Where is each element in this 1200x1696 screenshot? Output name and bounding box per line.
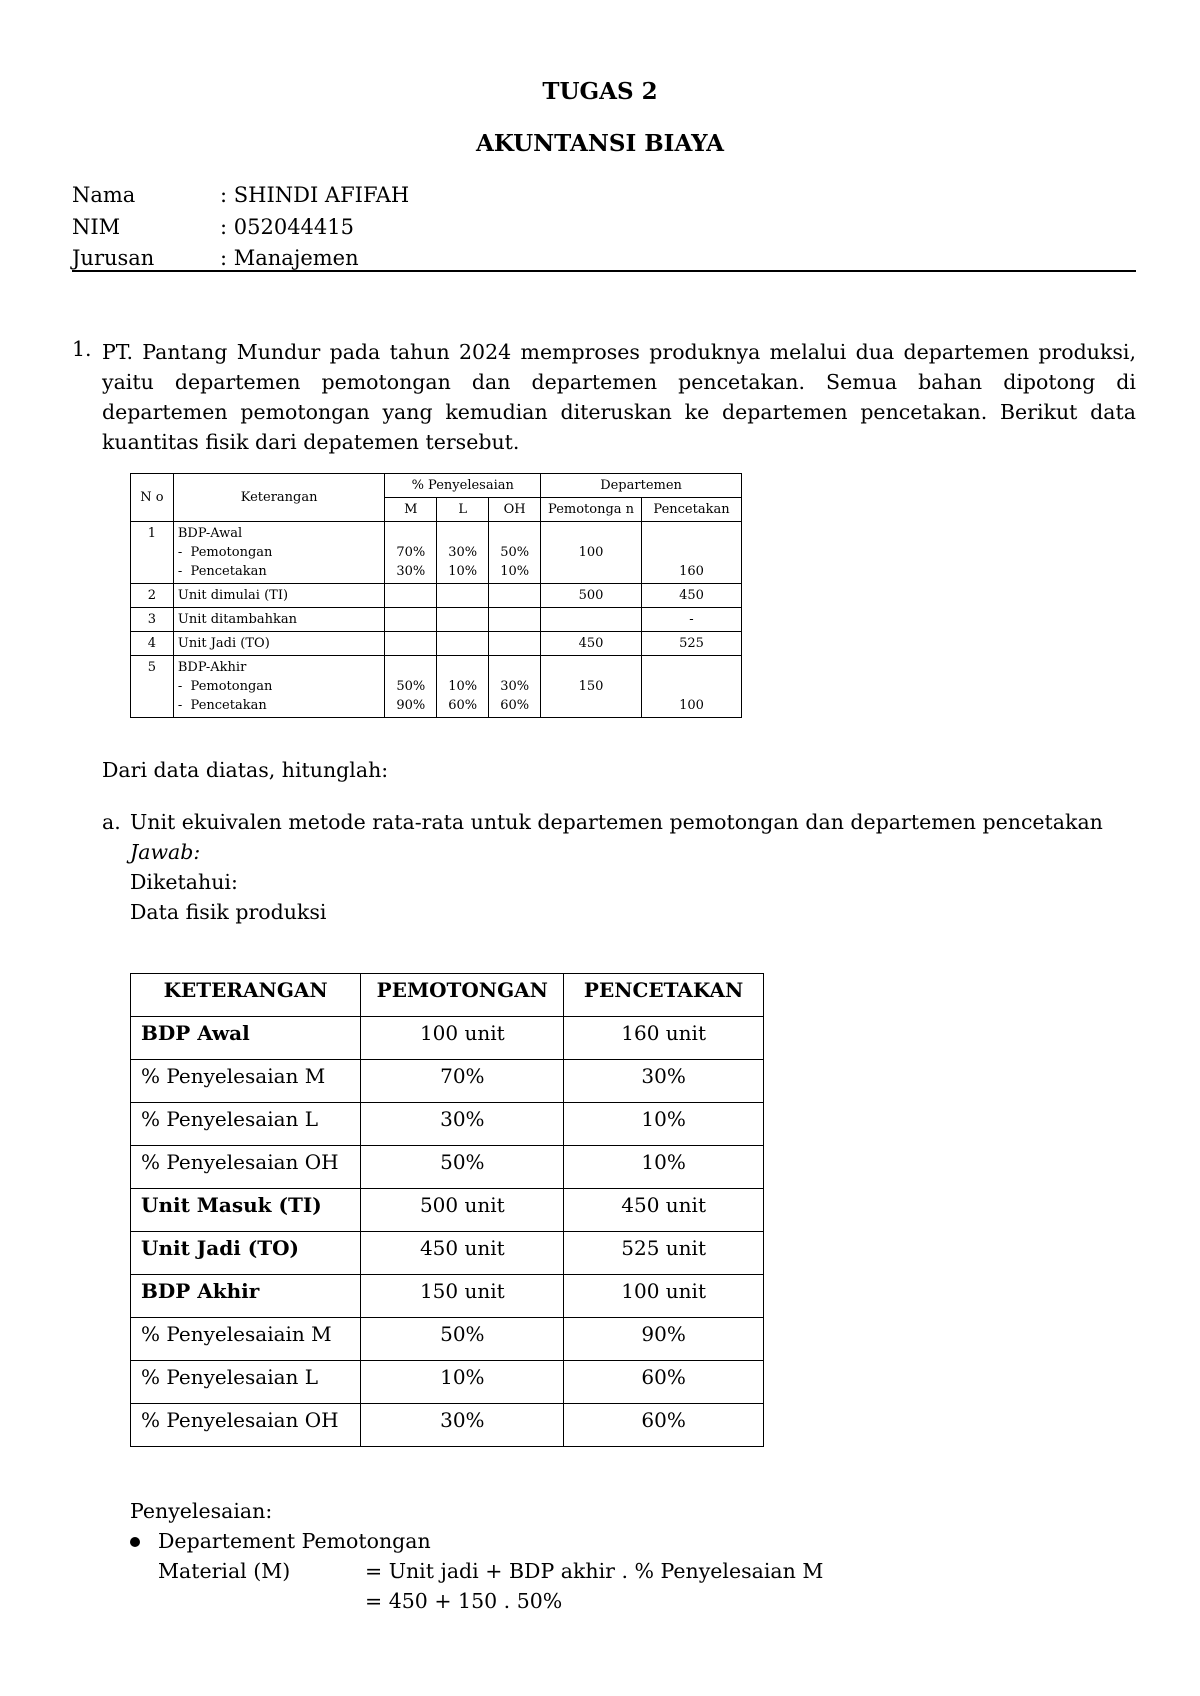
header-pencetakan: Pencetakan xyxy=(642,498,742,522)
row-pemotongan: 30% xyxy=(361,1103,564,1146)
sub-question-label: a. xyxy=(102,810,121,834)
cell-l xyxy=(437,608,489,632)
row-pemotongan: 70% xyxy=(361,1060,564,1103)
jurusan-value: : Manajemen xyxy=(220,246,359,270)
table-row xyxy=(131,1189,764,1232)
cell-l xyxy=(437,656,489,718)
cell-no: 4 xyxy=(131,632,174,656)
row-label: Unit Masuk (TI) xyxy=(131,1189,361,1232)
cell-no: 5 xyxy=(131,656,174,718)
cell-pencetakan: 450 xyxy=(642,584,742,608)
header-departemen: Departemen xyxy=(541,474,742,498)
cell-keterangan: Unit ditambahkan xyxy=(173,608,384,632)
cell-keterangan: Unit dimulai (TI) xyxy=(173,584,384,608)
header-penyelesaian: % Penyelesaian xyxy=(385,474,541,498)
row-pemotongan: 50% xyxy=(361,1146,564,1189)
row-label: % Penyelesaian L xyxy=(131,1103,361,1146)
cell-no: 2 xyxy=(131,584,174,608)
header-keterangan: KETERANGAN xyxy=(131,974,361,1017)
dept-heading: Departement Pemotongan xyxy=(158,1529,431,1553)
row-pencetakan: 60% xyxy=(564,1361,764,1404)
header-divider xyxy=(72,270,1136,272)
cell-m xyxy=(385,608,437,632)
cell-pencetakan: 100 xyxy=(642,656,742,718)
cell-pemotongan xyxy=(541,656,642,718)
jawab-label: Jawab: xyxy=(130,840,201,864)
cell-pemotongan: 500 xyxy=(541,584,642,608)
cell-line: 150 xyxy=(578,679,604,694)
info-nim xyxy=(72,215,354,239)
physical-quantity-table xyxy=(130,473,742,718)
table-row xyxy=(131,1146,764,1189)
table-row xyxy=(131,1318,764,1361)
row-label: % Penyelesaian M xyxy=(131,1060,361,1103)
info-jurusan xyxy=(72,246,359,270)
cell-m xyxy=(385,522,437,584)
table-row xyxy=(131,1232,764,1275)
cell-line: - Pemotongan xyxy=(177,545,273,560)
diketahui-label: Diketahui: xyxy=(130,870,238,894)
cell-line: 90% xyxy=(396,698,426,713)
cell-line: 10% xyxy=(500,564,530,579)
cell-l xyxy=(437,584,489,608)
cell-pencetakan: 160 xyxy=(642,522,742,584)
cell-no: 3 xyxy=(131,608,174,632)
cell-oh xyxy=(489,656,541,718)
sub-question-text: Unit ekuivalen metode rata-rata untuk departemen pemotongan dan departemen pencetakan xyxy=(130,810,1103,834)
header-l: L xyxy=(437,498,489,522)
cell-no: 1 xyxy=(131,522,174,584)
header-keterangan: Keterangan xyxy=(173,474,384,522)
cell-keterangan xyxy=(173,656,384,718)
row-label: % Penyelesaian OH xyxy=(131,1146,361,1189)
cell-line: 60% xyxy=(500,698,530,713)
cell-l xyxy=(437,632,489,656)
cell-oh xyxy=(489,608,541,632)
cell-line: 30% xyxy=(448,545,478,560)
cell-line: 10% xyxy=(448,564,478,579)
cell-oh xyxy=(489,522,541,584)
cell-pemotongan xyxy=(541,522,642,584)
doc-title: TUGAS 2 xyxy=(542,78,658,105)
cell-pemotongan: 450 xyxy=(541,632,642,656)
cell-oh xyxy=(489,584,541,608)
cell-pencetakan: - xyxy=(642,608,742,632)
doc-subtitle: AKUNTANSI BIAYA xyxy=(476,130,724,157)
cell-pencetakan: 525 xyxy=(642,632,742,656)
cell-line: BDP-Akhir xyxy=(177,660,247,675)
cell-line: 70% xyxy=(396,545,426,560)
table-row xyxy=(131,1275,764,1318)
bullet-icon xyxy=(130,1537,140,1547)
cell-line: 30% xyxy=(396,564,426,579)
table-row xyxy=(131,656,742,718)
formula-line-2: = 450 + 150 . 50% xyxy=(365,1589,563,1613)
question-text: PT. Pantang Mundur pada tahun 2024 memproses produknya melalui dua departemen produksi, yaitu departemen pemotongan dan departemen pencetakan. Semua bahan dipotong di departemen pemotongan yang kemudian diteruskan ke departemen pencetakan. Berikut data kuantitas fisik dari depatemen tersebut. xyxy=(102,340,1136,454)
nama-label: Nama xyxy=(72,183,136,207)
row-label: BDP Akhir xyxy=(131,1275,361,1318)
nim-label: NIM xyxy=(72,215,121,239)
row-pencetakan: 160 unit xyxy=(564,1017,764,1060)
row-pencetakan: 30% xyxy=(564,1060,764,1103)
table-row xyxy=(131,1060,764,1103)
cell-pemotongan xyxy=(541,608,642,632)
row-pemotongan: 450 unit xyxy=(361,1232,564,1275)
row-pemotongan: 50% xyxy=(361,1318,564,1361)
table-row xyxy=(131,522,742,584)
jurusan-label: Jurusan xyxy=(72,246,155,270)
table-row xyxy=(131,584,742,608)
table-row xyxy=(131,1017,764,1060)
table-row xyxy=(131,474,742,498)
row-pencetakan: 10% xyxy=(564,1103,764,1146)
info-nama xyxy=(72,183,409,207)
table-header-row xyxy=(131,974,764,1017)
table-row xyxy=(131,632,742,656)
row-label: % Penyelesaian OH xyxy=(131,1404,361,1447)
question-number: 1. xyxy=(72,337,92,361)
cell-keterangan xyxy=(173,522,384,584)
header-m: M xyxy=(385,498,437,522)
row-label: % Penyelesaiain M xyxy=(131,1318,361,1361)
header-pencetakan: PENCETAKAN xyxy=(564,974,764,1017)
cell-line: 30% xyxy=(500,679,530,694)
cell-m xyxy=(385,632,437,656)
row-pemotongan: 30% xyxy=(361,1404,564,1447)
row-pemotongan: 150 unit xyxy=(361,1275,564,1318)
header-pemotongan: PEMOTONGAN xyxy=(361,974,564,1017)
row-label: % Penyelesaian L xyxy=(131,1361,361,1404)
cell-line: - Pencetakan xyxy=(177,698,267,713)
formula-line-1: = Unit jadi + BDP akhir . % Penyelesaian M xyxy=(365,1559,824,1583)
cell-line: 60% xyxy=(448,698,478,713)
cell-line: 10% xyxy=(448,679,478,694)
row-pencetakan: 60% xyxy=(564,1404,764,1447)
cell-line: 100 xyxy=(578,545,604,560)
header-oh: OH xyxy=(489,498,541,522)
cell-line: - Pencetakan xyxy=(177,564,267,579)
row-label: Unit Jadi (TO) xyxy=(131,1232,361,1275)
cell-oh xyxy=(489,632,541,656)
dari-data-text: Dari data diatas, hitunglah: xyxy=(102,758,389,782)
cell-m xyxy=(385,584,437,608)
nim-value: : 052044415 xyxy=(220,215,354,239)
cell-keterangan: Unit Jadi (TO) xyxy=(173,632,384,656)
production-data-table xyxy=(130,973,764,1447)
table-row xyxy=(131,608,742,632)
header-no: N o xyxy=(131,474,174,522)
cell-line: BDP-Awal xyxy=(177,526,243,541)
row-pemotongan: 100 unit xyxy=(361,1017,564,1060)
row-pencetakan: 10% xyxy=(564,1146,764,1189)
row-pemotongan: 10% xyxy=(361,1361,564,1404)
nama-value: : SHINDI AFIFAH xyxy=(220,183,410,207)
header-pemotongan: Pemotonga n xyxy=(541,498,642,522)
material-label: Material (M) xyxy=(158,1559,291,1583)
row-pencetakan: 100 unit xyxy=(564,1275,764,1318)
table-row xyxy=(131,1103,764,1146)
row-pencetakan: 450 unit xyxy=(564,1189,764,1232)
penyelesaian-label: Penyelesaian: xyxy=(130,1499,273,1523)
row-pencetakan: 90% xyxy=(564,1318,764,1361)
cell-line: - Pemotongan xyxy=(177,679,273,694)
cell-l xyxy=(437,522,489,584)
cell-m xyxy=(385,656,437,718)
row-label: BDP Awal xyxy=(131,1017,361,1060)
row-pemotongan: 500 unit xyxy=(361,1189,564,1232)
row-pencetakan: 525 unit xyxy=(564,1232,764,1275)
table-row xyxy=(131,1361,764,1404)
cell-line: 50% xyxy=(396,679,426,694)
data-fisik-label: Data fisik produksi xyxy=(130,900,327,924)
cell-line: 50% xyxy=(500,545,530,560)
table-row xyxy=(131,1404,764,1447)
